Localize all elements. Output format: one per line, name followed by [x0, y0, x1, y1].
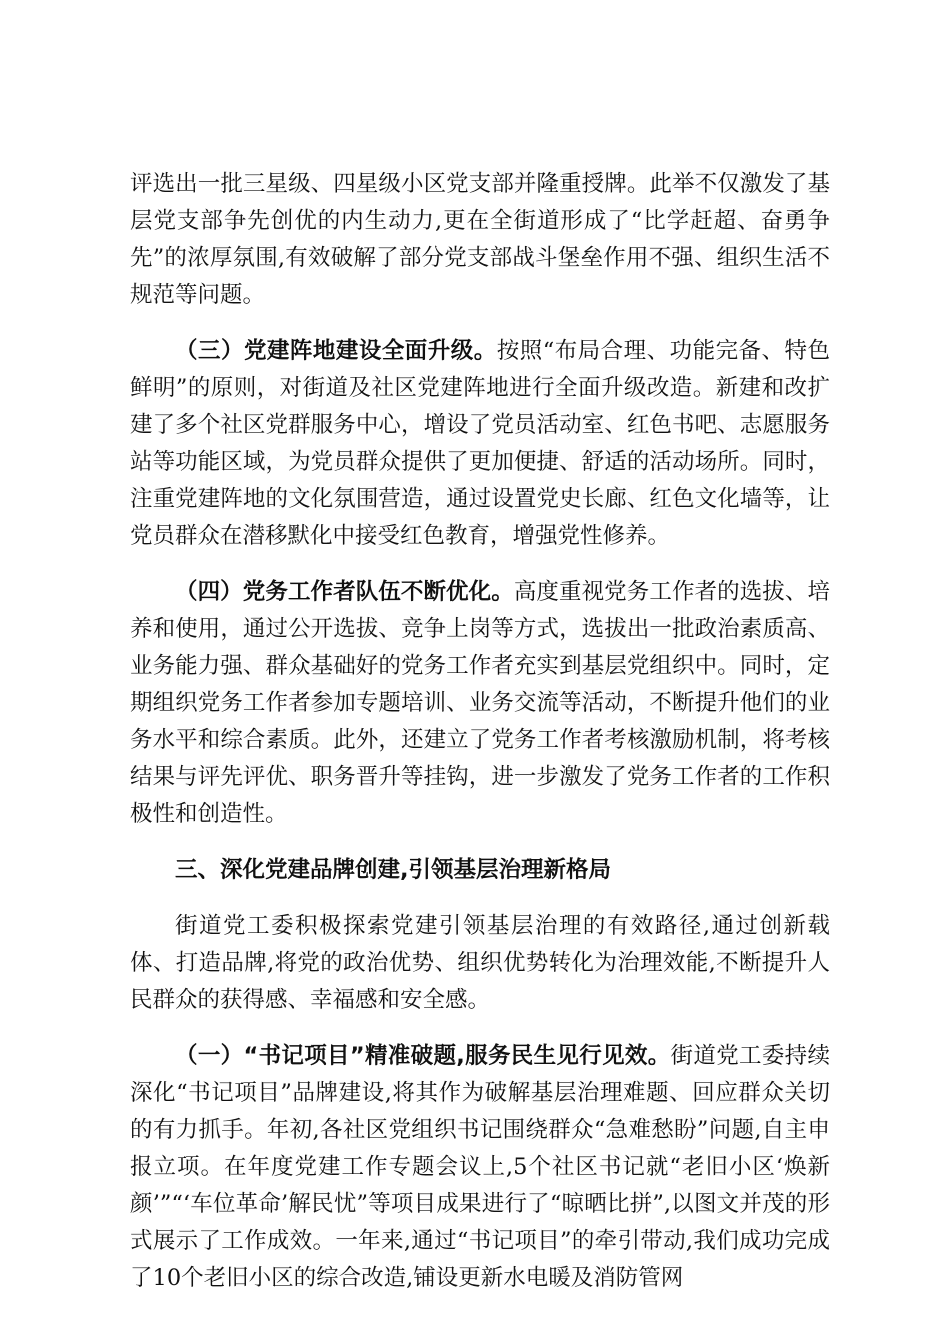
- paragraph-section-3: [130, 333, 830, 555]
- section-heading-3: [130, 852, 830, 889]
- paragraph-text: 街道党工委持续深化“书记项目”品牌建设,将其作为破解基层治理难题、回应群众关切的有力抓手。年初,各社区党组织书记围绕群众“急难愁盼”问题,自主申报立项。在年度党建工作专题会议上,5个社区书记就“老旧小区‘焕新颜’”“‘车位革命’解民忧”等项目成果进行了“晾晒比拼”,以图文并茂的形式展示了工作成效。一年来,通过“书记项目”的牵引带动,我们成功完成了10个老旧小区的综合改造,铺设更新水电暖及消防管网: [130, 1043, 830, 1291]
- paragraph-lead-heading: （四）党务工作者队伍不断优化。: [175, 579, 514, 605]
- paragraph-lead-heading: （三）党建阵地建设全面升级。: [175, 338, 497, 364]
- document-body: [130, 166, 830, 1297]
- paragraph-text: 街道党工委积极探索党建引领基层治理的有效路径,通过创新载体、打造品牌,将党的政治优势、组织优势转化为治理效能,不断提升人民群众的获得感、幸福感和安全感。: [130, 913, 830, 1013]
- paragraph-text: 按照“布局合理、功能完备、特色鲜明”的原则，对街道及社区党建阵地进行全面升级改造。新建和改扩建了多个社区党群服务中心，增设了党员活动室、红色书吧、志愿服务站等功能区域，为党员群众提供了更加便捷、舒适的活动场所。同时，注重党建阵地的文化氛围营造，通过设置党史长廊、红色文化墙等，让党员群众在潜移默化中接受红色教育，增强党性修养。: [130, 338, 830, 549]
- paragraph-subsection-1: [130, 1038, 830, 1297]
- paragraph-section-4: [130, 574, 830, 833]
- paragraph-lead-heading: （一）“书记项目”精准破题,服务民生见行见效。: [175, 1043, 671, 1069]
- section-heading-text: 三、深化党建品牌创建,引领基层治理新格局: [175, 857, 612, 883]
- paragraph-continued: [130, 166, 830, 314]
- paragraph-intro: [130, 908, 830, 1019]
- paragraph-text: 评选出一批三星级、四星级小区党支部并隆重授牌。此举不仅激发了基层党支部争先创优的内生动力,更在全街道形成了“比学赶超、奋勇争先”的浓厚氛围,有效破解了部分党支部战斗堡垒作用不强、组织生活不规范等问题。: [130, 171, 830, 308]
- paragraph-text: 高度重视党务工作者的选拔、培养和使用，通过公开选拔、竞争上岗等方式，选拔出一批政治素质高、业务能力强、群众基础好的党务工作者充实到基层党组织中。同时，定期组织党务工作者参加专题培训、业务交流等活动，不断提升他们的业务水平和综合素质。此外，还建立了党务工作者考核激励机制，将考核结果与评先评优、职务晋升等挂钩，进一步激发了党务工作者的工作积极性和创造性。: [130, 579, 830, 827]
